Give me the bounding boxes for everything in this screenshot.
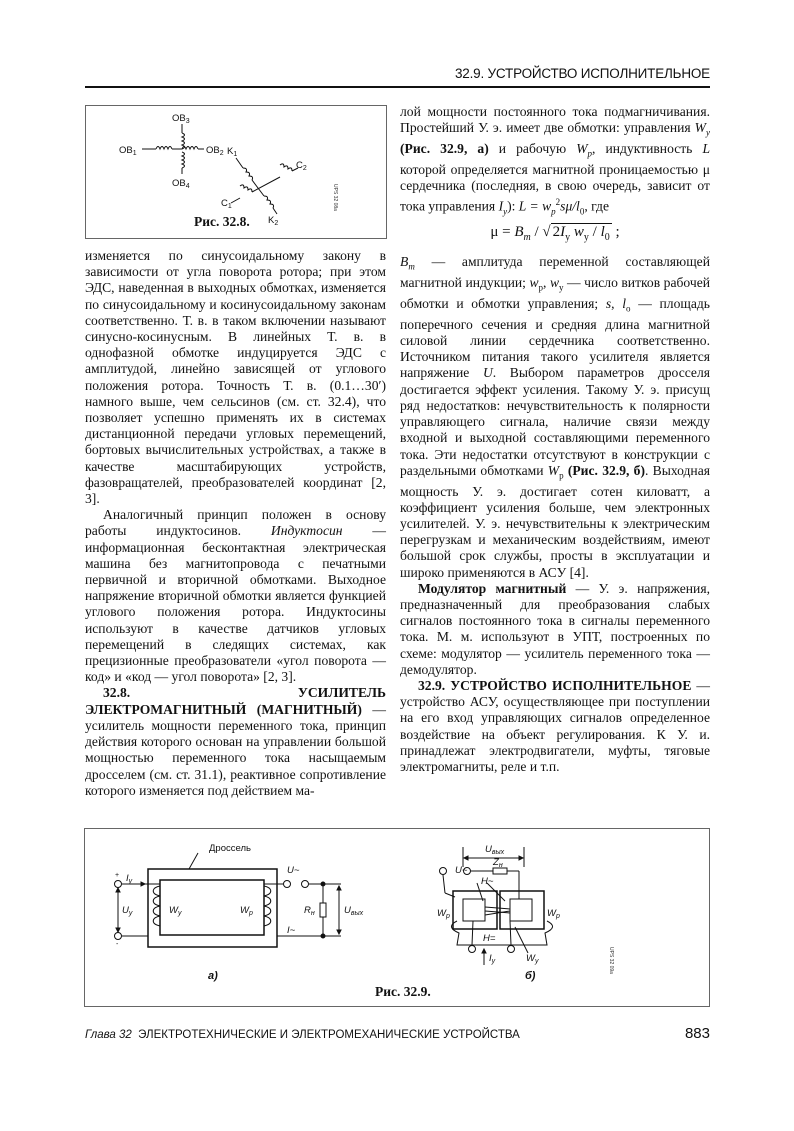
article-heading: 32.9. УСТРОЙСТВО ИСПОЛНИТЕЛЬНОЕ bbox=[418, 678, 692, 694]
label-choke: Дроссель bbox=[209, 843, 251, 854]
label-wp: $W_р$ bbox=[240, 905, 253, 917]
label-rn: $R_н$ bbox=[304, 905, 315, 917]
label-uout-b: $U_{вых}$ bbox=[485, 844, 505, 856]
running-title: 32.9. УСТРОЙСТВО ИСПОЛНИТЕЛЬНОЕ bbox=[454, 66, 710, 81]
paragraph-inductosyn: Аналогичный принцип положен в основу работы индуктосинов. Индуктосин — информационная бесконтактная электрическая машина без магнитопровода с печатными первичной и вторичной обмотками. Выходное напряжение вторичной обмотки является функцией углового положения ротора. Индуктосины используют в качестве датчиков угловых перемещений в следящих системах, как прецизионные преобразователи «угол поворота — код» и «код — угол поворота» [2, 3]. bbox=[85, 507, 386, 685]
label-ov2: $OB_2$ bbox=[206, 145, 224, 157]
article-magnetic-modulator: Модулятор магнитный — У. э. напряжения, предназначенный для преобразования слабых сигналов постоянного тока в сигналы переменного тока. М. м. используют в УПТ, построенных по схеме: модулятор — усилитель переменного тока — демодулятор. bbox=[400, 580, 710, 677]
label-c2: $C_2$ bbox=[296, 160, 307, 172]
subfigure-a-label: а) bbox=[208, 970, 218, 982]
label-zn: $Z_н$ bbox=[493, 857, 503, 869]
chapter-number: Глава 32 bbox=[85, 1029, 132, 1041]
left-column bbox=[85, 248, 386, 799]
label-h-dc: H= bbox=[483, 933, 496, 944]
formula-mu: $\mu = B_m$ / √ $2I_у$ $w_у / l_0$ ; bbox=[490, 223, 620, 243]
label-k1: $K_1$ bbox=[227, 146, 238, 158]
label-uout-a: $U_{вых}$ bbox=[344, 905, 364, 917]
figure-ref[interactable]: (Рис. 32.9, а) bbox=[400, 141, 489, 157]
figure-32-8-caption: Рис. 32.8. bbox=[194, 214, 250, 229]
figure-stamp: UPS 32 08a bbox=[332, 184, 338, 211]
label-ov1: $OB_1$ bbox=[119, 145, 137, 157]
right-column bbox=[400, 104, 710, 775]
figure-ref[interactable]: (Рис. 32.9, б) bbox=[567, 462, 645, 478]
figure-32-9-caption: Рис. 32.9. bbox=[375, 984, 431, 999]
label-ov3: $OB_3$ bbox=[172, 113, 190, 125]
label-wy: $W_у$ bbox=[169, 905, 182, 917]
label-u-ac: U~ bbox=[287, 865, 300, 876]
figure-32-8 bbox=[85, 105, 387, 239]
figure-stamp: UPS 32 09a bbox=[608, 947, 614, 974]
article-32-8: 32.8. УСИЛИТЕЛЬ ЭЛЕКТРОМАГНИТНЫЙ (МАГНИТНЫЙ) — усилитель мощности переменного тока, принцип действия которого основан на управлении большой мощностью переменного тока насыщаемым дросселем (см. ст. 31.1), реактивное сопротивление которого изменяется под действием ма- bbox=[85, 685, 386, 798]
label-k2: $K_2$ bbox=[268, 215, 279, 227]
article-heading: Модулятор магнитный bbox=[418, 580, 567, 596]
term-inductosyn: Индуктосин bbox=[270, 523, 343, 539]
paragraph: $B_m$ — амплитуда переменной составляющей магнитной индукции; $w_р$, $w_у$ — число витков рабочей обмотки и обмотки управления; s, $l_о$ — площадь поперечного сечения и средняя длина магнитной силовой линии сердечника соответственно. Источником питания такого усилителя является напряжение U. Выбором параметров дросселя достигается эффект усиления. Такому У. э. присущ ряд недостатков: нечувствительность к полярности управляющего сигнала, наличие связи между входной и выходной составляющими переменного тока. Эти недостатки отсутствуют в конструкции с раздельными обмотками $W_р$ (Рис. 32.9, б). Выходная мощность У. э. достигает сотен киловатт, а коэффициент усиления больше, чем электронных усилителей. У. э. нечувствительны к электрическим перегрузкам и механическим воздействиям, имеют большой срок службы, просты в эксплуатации и широко применяются в АСУ [4]. bbox=[400, 254, 710, 580]
figure-32-9-diagram bbox=[85, 829, 709, 1006]
subfigure-b-label: б) bbox=[525, 970, 536, 982]
chapter-title: ЭЛЕКТРОТЕХНИЧЕСКИЕ И ЭЛЕКТРОМЕХАНИЧЕСКИЕ УСТРОЙСТВА bbox=[138, 1029, 520, 1041]
svg-text:-: - bbox=[116, 941, 119, 948]
svg-text:+: + bbox=[115, 872, 120, 879]
figure-32-9 bbox=[84, 828, 710, 1007]
label-i-ac: I~ bbox=[287, 925, 296, 936]
label-wp-left: $W_р$ bbox=[437, 908, 450, 920]
label-iy-b: $I_у$ bbox=[489, 953, 496, 965]
label-wy-b: $W_у$ bbox=[526, 953, 539, 965]
article-32-9: 32.9. УСТРОЙСТВО ИСПОЛНИТЕЛЬНОЕ — устройство АСУ, осуществляющее при поступлении на его вход управляющих сигналов определенное воздействие на объект регулирования. К У. и. принадлежат электродвигатели, муфты, тяговые электромагниты, реле и т.п. bbox=[400, 678, 710, 775]
running-header bbox=[85, 64, 710, 88]
paragraph: изменяется по синусоидальному закону в зависимости от угла поворота ротора; при этом ЭДС, наведенная в выходных обмотках, изменяется по синусоидальному и косинусоидальному законам соответственно. Т. в. в таком включении называют синусно-косинусным. В линейных Т. в. в однофазной обмотке индуцируется ЭДС с амплитудой, линейно зависящей от углового положения ротора. Точность Т. в. (0.1…30′) намного выше, чем сельсинов (см. ст. 32.4), что позволяет успешно применять их в системах дистанционной передачи угловых перемещений, бортовых вычислительных устройствах, а также в качестве масштабирующих устройств, фазовращателей, преобразователей координат [2, 3]. bbox=[85, 248, 386, 507]
article-heading: 32.8. УСИЛИТЕЛЬ ЭЛЕКТРОМАГНИТНЫЙ (МАГНИТНЫЙ) bbox=[85, 685, 386, 717]
label-uy: $U_у$ bbox=[122, 905, 133, 917]
page-footer bbox=[85, 1025, 710, 1042]
page-number: 883 bbox=[684, 1025, 710, 1042]
label-u-ac-b: U~ bbox=[455, 865, 468, 876]
label-c1: $C_1$ bbox=[221, 198, 232, 210]
label-wp-right: $W_р$ bbox=[547, 908, 560, 920]
label-h-ac: H~ bbox=[481, 876, 494, 887]
paragraph: лой мощности постоянного тока подмагничивания. Простейший У. э. имеет две обмотки: управления $W_у$ (Рис. 32.9, а) и рабочую $W_р$, индуктивность L которой определяется магнитной проницаемостью μ сердечника (последняя, в свою очередь, зависит от тока управления $I_у$): $L = w_р^2s\mu/l_0$, где bbox=[400, 104, 711, 217]
label-ov4: $OB_4$ bbox=[172, 178, 190, 190]
label-iy: $I_у$ bbox=[126, 873, 133, 885]
